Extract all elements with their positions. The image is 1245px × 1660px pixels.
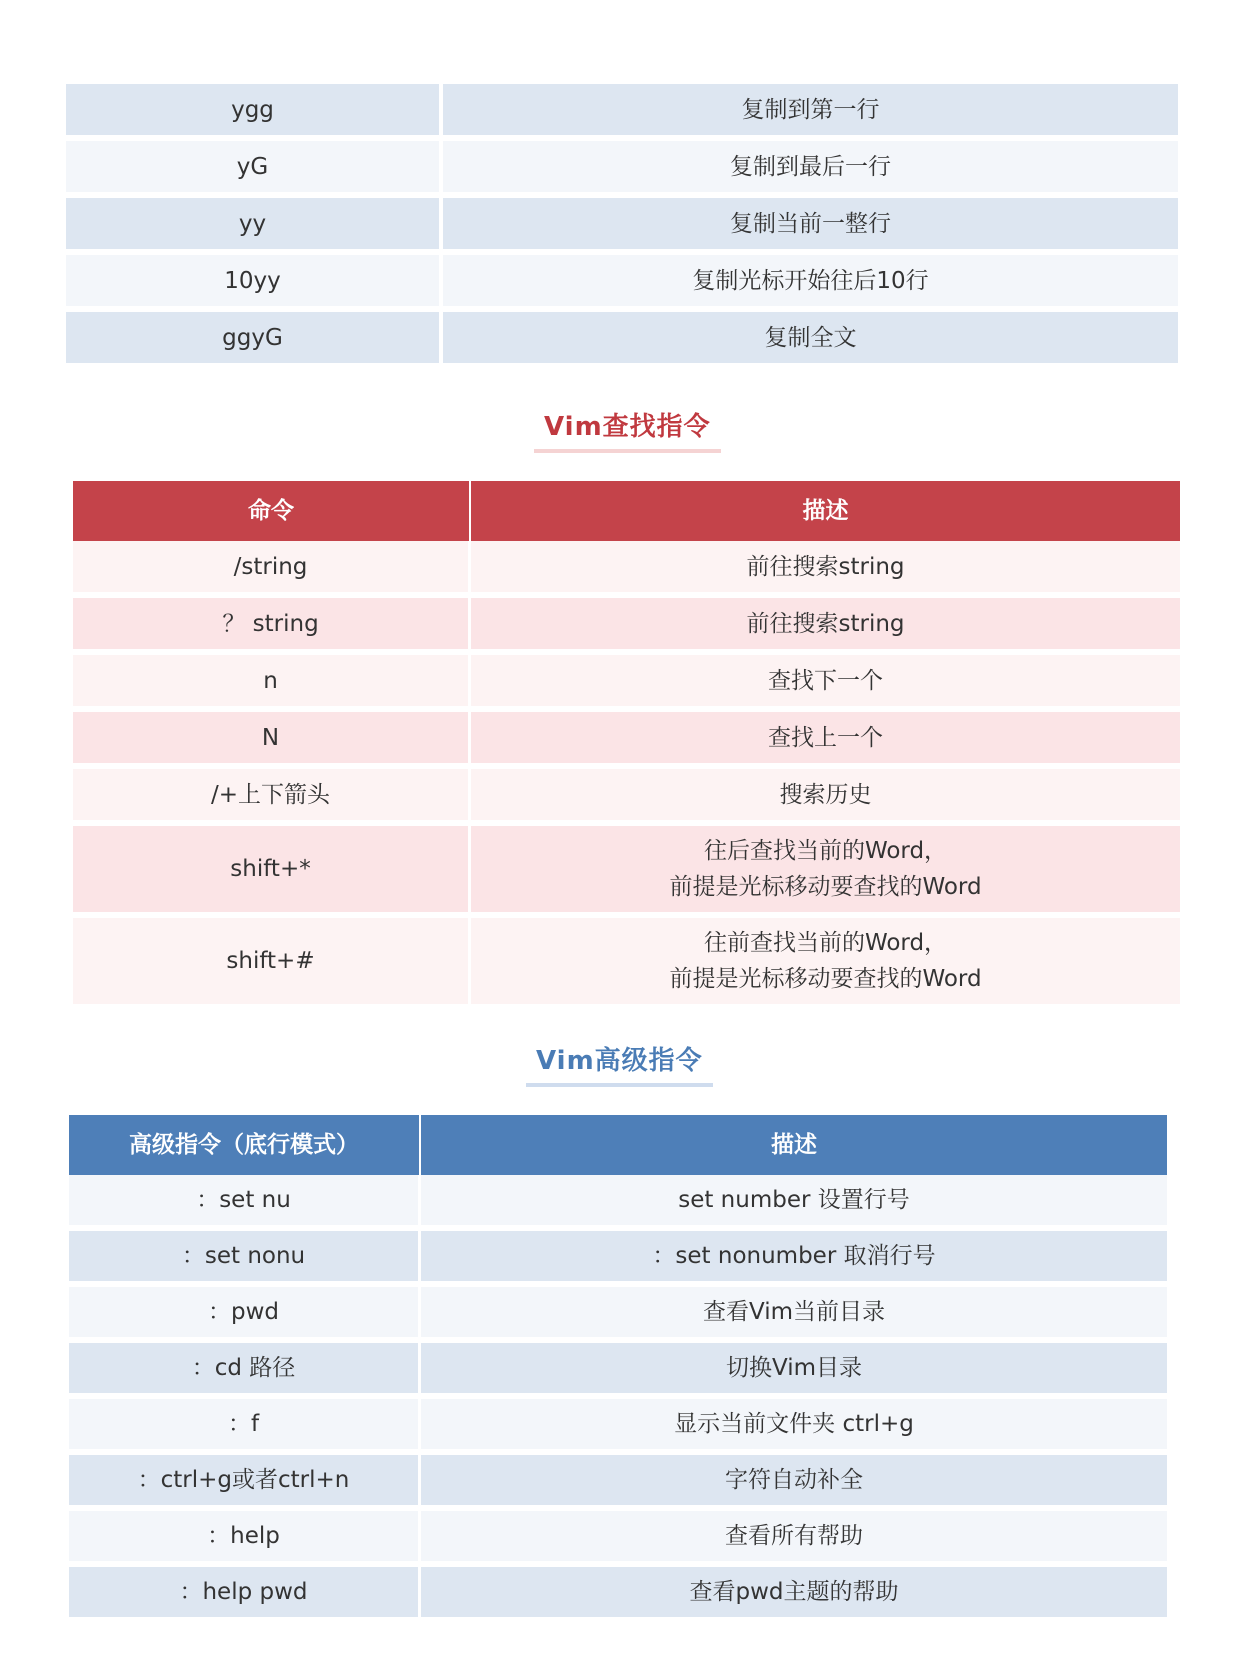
command-cell: yy [66, 198, 443, 255]
table-row [73, 598, 1180, 655]
command-cell: yG [66, 141, 443, 198]
description-cell: 查找下一个 [471, 655, 1180, 712]
advanced-commands-table [69, 1115, 1167, 1623]
command-cell: ：set nu [69, 1175, 421, 1231]
description-line: 前提是光标移动要查找的Word [669, 874, 982, 900]
description-column-header: 描述 [421, 1115, 1167, 1175]
table-row [69, 1399, 1167, 1455]
description-line: 往后查找当前的Word， [703, 838, 948, 864]
command-cell: n [73, 655, 471, 712]
table-row [66, 255, 1178, 312]
table-row [73, 918, 1180, 1010]
command-cell: N [73, 712, 471, 769]
command-cell: ：set nonu [69, 1231, 421, 1287]
command-cell: ：help pwd [69, 1567, 421, 1623]
description-cell [471, 918, 1180, 1010]
table-row [69, 1175, 1167, 1231]
description-column-header: 描述 [471, 481, 1180, 541]
description-cell: 查看pwd主题的帮助 [421, 1567, 1167, 1623]
description-cell: 查看Vim当前目录 [421, 1287, 1167, 1343]
description-cell [471, 826, 1180, 918]
command-cell: ：ctrl+g或者ctrl+n [69, 1455, 421, 1511]
description-cell: 复制到最后一行 [443, 141, 1178, 198]
command-cell: /+上下箭头 [73, 769, 471, 826]
table-row [69, 1231, 1167, 1287]
command-cell: /string [73, 541, 471, 598]
description-cell: 字符自动补全 [421, 1455, 1167, 1511]
description-line: 往前查找当前的Word， [703, 930, 948, 956]
command-cell: shift+* [73, 826, 471, 918]
table-row [73, 712, 1180, 769]
table-row [69, 1511, 1167, 1567]
description-cell: ：set nonumber 取消行号 [421, 1231, 1167, 1287]
command-cell: ？ string [73, 598, 471, 655]
copy-commands-table [66, 84, 1178, 369]
description-cell: 复制到第一行 [443, 84, 1178, 141]
command-cell: ：help [69, 1511, 421, 1567]
table-row [66, 198, 1178, 255]
table-row [69, 1287, 1167, 1343]
command-cell: ：f [69, 1399, 421, 1455]
description-cell: 前往搜索string [471, 598, 1180, 655]
description-cell: 复制全文 [443, 312, 1178, 369]
command-cell: 10yy [66, 255, 443, 312]
search-section-title: Vim查找指令 [534, 406, 721, 453]
table-row [66, 141, 1178, 198]
table-row [73, 541, 1180, 598]
description-line: 前提是光标移动要查找的Word [669, 966, 982, 992]
description-cell: 切换Vim目录 [421, 1343, 1167, 1399]
command-cell: ygg [66, 84, 443, 141]
table-row [69, 1567, 1167, 1623]
table-header-row [73, 481, 1180, 541]
table-row [73, 826, 1180, 918]
advanced-section-title: Vim高级指令 [526, 1040, 713, 1087]
command-cell: ggyG [66, 312, 443, 369]
description-cell: 显示当前文件夹 ctrl+g [421, 1399, 1167, 1455]
description-cell: 查找上一个 [471, 712, 1180, 769]
table-row [73, 655, 1180, 712]
description-cell: 复制光标开始往后10行 [443, 255, 1178, 312]
table-row [69, 1455, 1167, 1511]
description-cell: 复制当前一整行 [443, 198, 1178, 255]
command-column-header: 命令 [73, 481, 471, 541]
description-cell: 搜索历史 [471, 769, 1180, 826]
command-column-header: 高级指令（底行模式） [69, 1115, 421, 1175]
table-header-row [69, 1115, 1167, 1175]
table-row [66, 312, 1178, 369]
command-cell: ：pwd [69, 1287, 421, 1343]
description-cell: set number 设置行号 [421, 1175, 1167, 1231]
description-cell: 前往搜索string [471, 541, 1180, 598]
table-row [73, 769, 1180, 826]
description-cell: 查看所有帮助 [421, 1511, 1167, 1567]
table-row [69, 1343, 1167, 1399]
search-commands-table [73, 481, 1180, 1010]
command-cell: shift+# [73, 918, 471, 1010]
table-row [66, 84, 1178, 141]
command-cell: ：cd 路径 [69, 1343, 421, 1399]
